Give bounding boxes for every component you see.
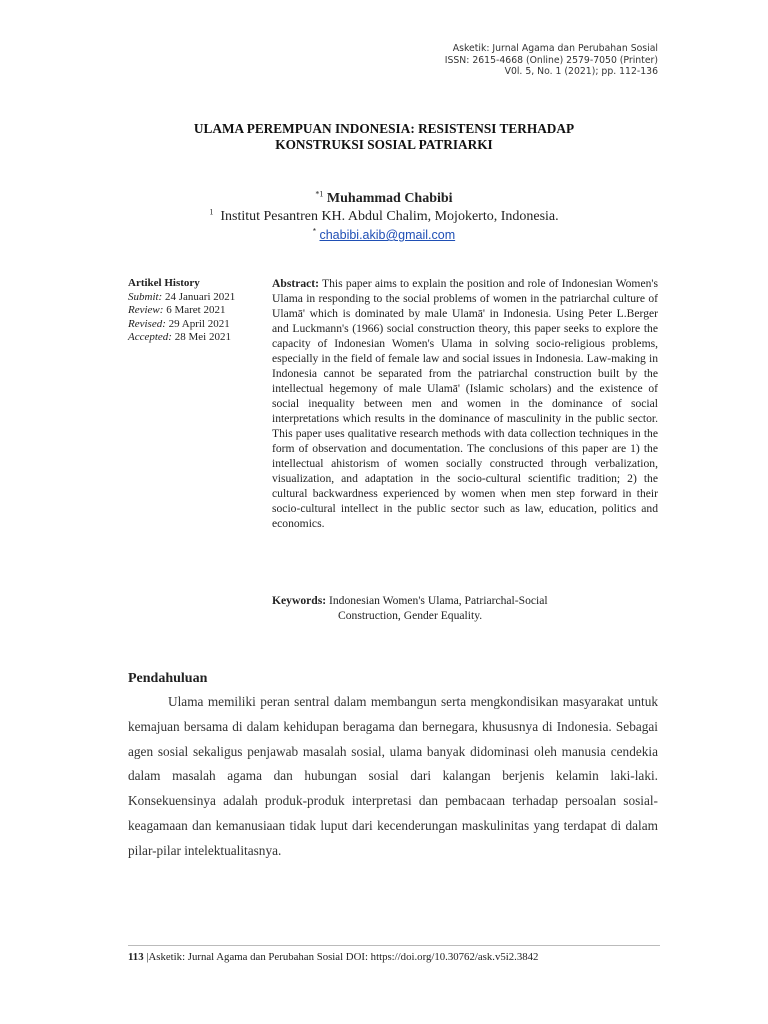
article-history <box>128 277 258 345</box>
paper-title <box>100 121 668 153</box>
email-line <box>100 227 668 243</box>
abstract <box>272 276 658 531</box>
affiliation-marker: 1 <box>209 207 214 217</box>
journal-issn: ISSN: 2615-4668 (Online) 2579-7050 (Printer) <box>444 54 658 66</box>
keywords-label: Keywords: <box>272 594 327 607</box>
footer-citation: Asketik: Jurnal Agama dan Perubahan Sosial DOI: https://doi.org/10.30762/ask.v5i2.3842 <box>148 951 539 963</box>
affiliation-line <box>100 208 668 226</box>
page-number: 113 <box>128 951 144 963</box>
history-accepted: Accepted: 28 Mei 2021 <box>128 331 231 343</box>
email-link[interactable]: chabibi.akib@gmail.com <box>319 228 456 242</box>
affiliation-text: Institut Pesantren KH. Abdul Chalim, Mojokerto, Indonesia. <box>220 209 559 224</box>
author-marker: *1 <box>315 189 324 199</box>
journal-header <box>445 43 658 78</box>
section-paragraph: Ulama memiliki peran sentral dalam membangun serta mengkondisikan masyarakat untuk kemajuan bersama di dalam kehidupan beragama dan bernegara, khususnya di Indonesia. Sebagai agen sosial sekaligus penjawab masalah sosial, ulama banyak didominasi oleh manusia cendekia dalam masalah agama dan hubungan sosial dari kalangan berjenis kelamin laki-laki. Konsekuensinya adalah produk-produk interpretasi dan pembacaan terhadap persoalan sosial-keagamaan dan kemanusiaan tidak luput dari kecenderungan maskulinitas yang terdapat di dalam pilar-pilar intelektualitasnya. <box>128 694 658 858</box>
keywords-line-1: Indonesian Women's Ulama, Patriarchal-Social <box>329 594 548 607</box>
section-heading: Pendahuluan <box>128 671 208 686</box>
title-line-2: KONSTRUKSI SOSIAL PATRIARKI <box>275 137 493 152</box>
abstract-label: Abstract: <box>272 277 320 290</box>
abstract-text: This paper aims to explain the position and role of Indonesian Women's Ulama in responding to the social problems of women in the patriarchal culture of Ulamā' which is dominated by male Ulamā' in Indonesia. Using Peter L.Berger and Luckmann's (1966) social construction theory, this paper seeks to explore the capacity of Indonesian Women's Ulama in solving socio-religious problems, especially in the field of female law and social issues in Indonesia. Law-making in Indonesia cannot be separated from the patriarchal construction built by the intellectual hegemony of male Ulamā' (Islamic scholars) and the existence of social inequality between men and women in the dominance of social interpretations which results in the dominance of masculinity in the public sector. This paper uses qualitative research methods with data collection techniques in the form of observation and documentation. The conclusions of this paper are 1) the intellectual ahistorism of women socially constructed through verbalization, visualization, and adaptation in the socio-cultural scientific tradition; 2) the cultural backwardness experienced by women when men step forward in their socio-cultural intellect in the public sector such as law, education, politics and economics. <box>272 277 658 530</box>
history-heading: Artikel History <box>128 277 200 289</box>
footer-divider <box>128 945 660 946</box>
page-footer <box>128 951 538 964</box>
keywords <box>272 593 658 623</box>
history-review: Review: 6 Maret 2021 <box>128 304 226 316</box>
email-marker: * <box>312 226 316 236</box>
footer-separator: | <box>146 951 149 963</box>
history-revised: Revised: 29 April 2021 <box>128 317 230 330</box>
history-submit: Submit: 24 Januari 2021 <box>128 290 236 303</box>
author-name: Muhammad Chabibi <box>326 191 453 206</box>
title-line-1: ULAMA PEREMPUAN INDONESIA: RESISTENSI TERHADAP <box>193 121 575 136</box>
journal-volume: V0l. 5, No. 1 (2021); pp. 112-136 <box>504 66 658 77</box>
journal-name: Asketik: Jurnal Agama dan Perubahan Sosial <box>452 43 658 54</box>
author-line <box>100 190 668 208</box>
keywords-line-2: Construction, Gender Equality. <box>338 609 483 622</box>
